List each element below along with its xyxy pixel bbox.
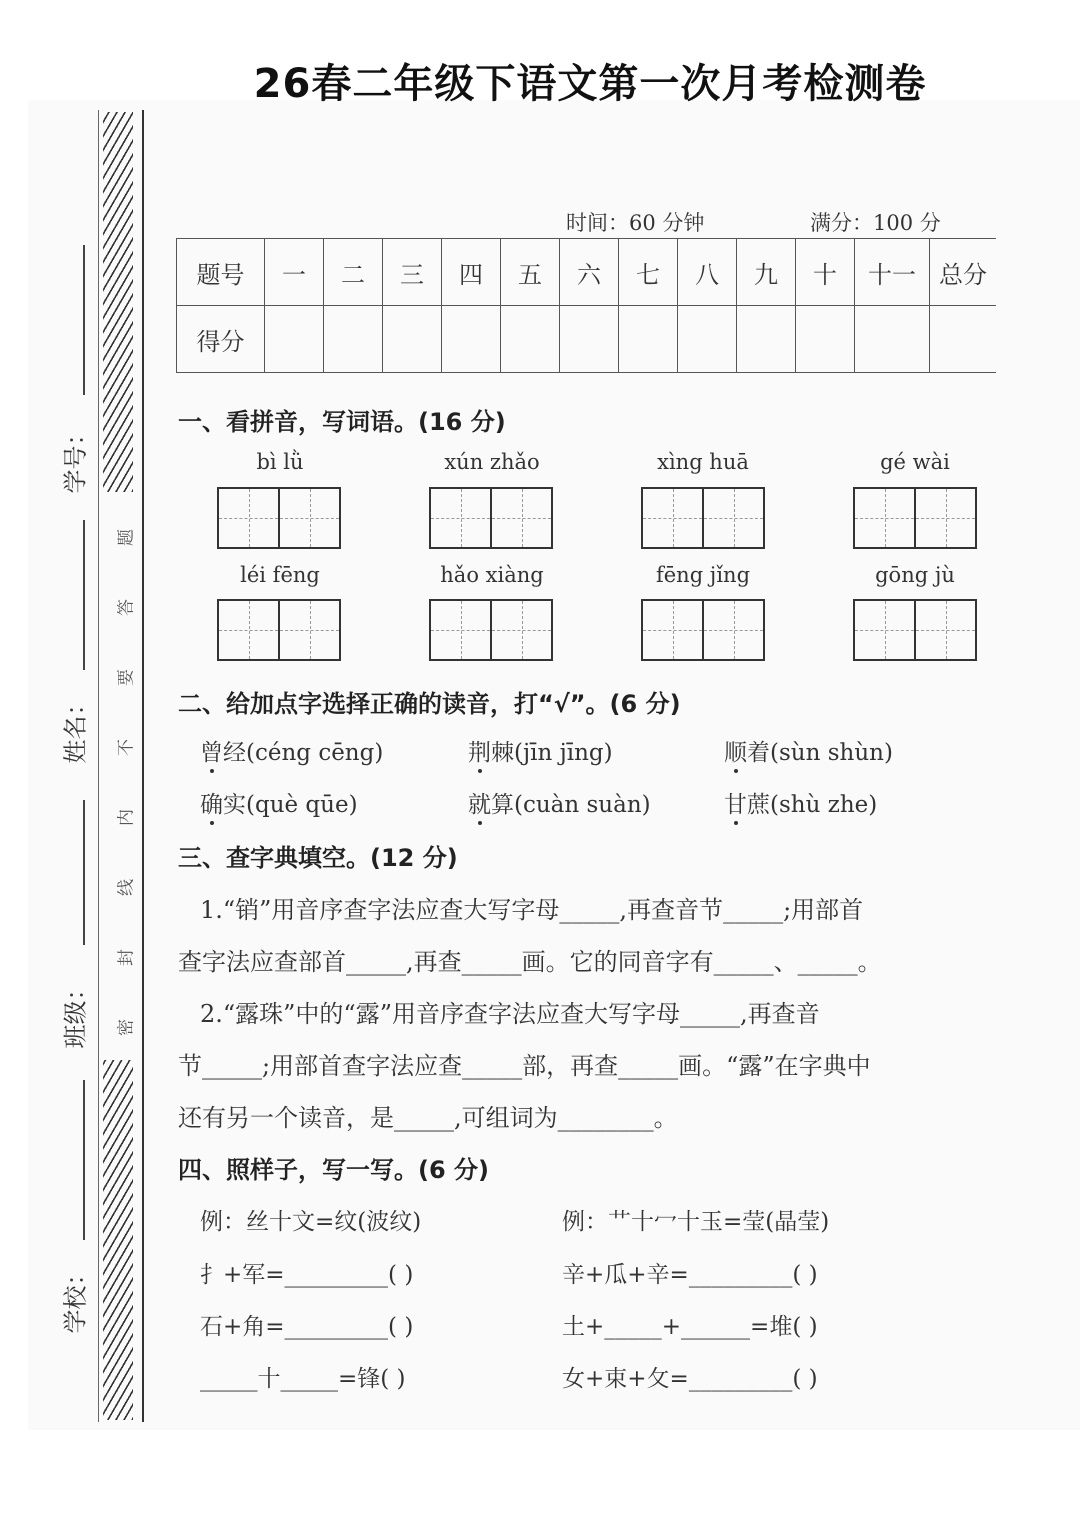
pinyin-label: gé wài: [880, 450, 950, 474]
table-cell: 三: [383, 239, 442, 306]
score-cell[interactable]: [383, 306, 442, 373]
table-cell: 十: [796, 239, 855, 306]
dotted-char: 曾: [200, 734, 223, 767]
seal-char: 要: [116, 669, 137, 686]
dotted-char: 顺: [724, 734, 747, 767]
pinyin-label: léi fēng: [240, 563, 320, 587]
score-table-score-row: [177, 306, 997, 373]
table-cell: 得分: [177, 306, 265, 373]
score-cell[interactable]: [324, 306, 383, 373]
class-label: 班级：: [61, 976, 90, 1049]
tianzige-box[interactable]: [853, 487, 977, 549]
seal-char: 题: [116, 529, 137, 546]
table-cell: 题号: [177, 239, 265, 306]
school-line[interactable]: [83, 1080, 85, 1240]
binding-hatch-bottom: [103, 1060, 133, 1420]
section3-title: 三、查字典填空。(12 分): [178, 844, 458, 872]
compose-question[interactable]: 扌+军=_________( ): [200, 1262, 414, 1288]
tianzige-box[interactable]: [641, 599, 765, 661]
seal-char: 答: [116, 599, 137, 616]
seal-char: 不: [116, 739, 137, 756]
table-cell: 六: [560, 239, 619, 306]
reading-choice-item[interactable]: [200, 786, 358, 819]
student-id-line[interactable]: [83, 245, 85, 395]
section4-title: 四、照样子，写一写。(6 分): [178, 1156, 489, 1184]
name-label: 姓名：: [61, 691, 90, 764]
seal-char: 密: [116, 1019, 137, 1036]
binding-thin-line: [98, 110, 99, 1422]
table-cell: 五: [501, 239, 560, 306]
score-cell[interactable]: [619, 306, 678, 373]
table-cell: 八: [678, 239, 737, 306]
seal-char: 线: [116, 879, 137, 896]
score-cell[interactable]: [855, 306, 930, 373]
dotted-char: 甘: [724, 786, 747, 819]
dictionary-question-line[interactable]: 查字法应查部首_____,再查_____画。它的同音字有_____、_____。: [178, 948, 882, 976]
seal-char: 内: [116, 809, 137, 826]
table-cell: 一: [265, 239, 324, 306]
dotted-char: 确: [200, 786, 223, 819]
pinyin-label: fēng jǐng: [655, 563, 751, 587]
choice-text: 经(céng cēng): [223, 740, 384, 766]
choice-text: 蔗(shù zhe): [747, 792, 878, 818]
binding-hatch-top: [103, 112, 133, 492]
school-label: 学校：: [61, 1261, 90, 1334]
section2-title: 二、给加点字选择正确的读音，打“√”。(6 分): [178, 690, 681, 718]
seal-char: 封: [116, 949, 137, 966]
compose-question[interactable]: _____十_____=锋( ): [200, 1366, 406, 1392]
pinyin-label: xún zhǎo: [444, 450, 540, 474]
reading-choice-item[interactable]: [468, 786, 651, 819]
table-cell: 九: [737, 239, 796, 306]
class-line[interactable]: [83, 800, 85, 945]
compose-question[interactable]: 女+束+攵=_________( ): [562, 1366, 818, 1392]
tianzige-box[interactable]: [853, 599, 977, 661]
dictionary-question-line[interactable]: 节_____;用部首查字法应查_____部，再查_____画。“露”在字典中: [178, 1052, 871, 1080]
score-table-header-row: [177, 239, 997, 306]
tianzige-box[interactable]: [217, 487, 341, 549]
pinyin-label: xìng huā: [657, 450, 749, 474]
example-left: 例：丝十文=纹(波纹): [200, 1209, 422, 1235]
table-cell: 总分: [930, 239, 997, 306]
table-cell: 十一: [855, 239, 930, 306]
score-cell[interactable]: [560, 306, 619, 373]
table-cell: 四: [442, 239, 501, 306]
score-table: [176, 238, 996, 373]
binding-thick-line: [142, 110, 144, 1422]
example-right: 例：艹十冖十玉=莹(晶莹): [562, 1209, 830, 1235]
reading-choice-item[interactable]: [468, 734, 613, 767]
score-cell[interactable]: [930, 306, 997, 373]
choice-text: 算(cuàn suàn): [491, 792, 651, 818]
pinyin-label: gōng jù: [875, 563, 955, 587]
score-cell[interactable]: [501, 306, 560, 373]
page-title: 26春二年级下语文第一次月考检测卷: [253, 61, 927, 107]
choice-text: 实(què qūe): [223, 792, 358, 818]
dotted-char: 荆: [468, 734, 491, 767]
full-score: 满分：100 分: [810, 211, 941, 235]
tianzige-box[interactable]: [429, 487, 553, 549]
score-cell[interactable]: [737, 306, 796, 373]
tianzige-box[interactable]: [429, 599, 553, 661]
compose-question[interactable]: 土+_____+______=堆( ): [562, 1314, 818, 1340]
dictionary-question-line[interactable]: 还有另一个读音，是_____,可组词为________。: [178, 1104, 678, 1132]
reading-choice-item[interactable]: [724, 786, 877, 819]
reading-choice-item[interactable]: [200, 734, 383, 767]
choice-text: 着(sùn shùn): [747, 740, 893, 766]
compose-question[interactable]: 辛+瓜+辛=_________( ): [562, 1262, 818, 1288]
score-cell[interactable]: [796, 306, 855, 373]
table-cell: 七: [619, 239, 678, 306]
pinyin-label: hǎo xiàng: [440, 563, 544, 587]
score-cell[interactable]: [442, 306, 501, 373]
table-cell: 二: [324, 239, 383, 306]
student-id-label: 学号：: [61, 421, 90, 494]
dictionary-question-line[interactable]: 1.“销”用音序查字法应查大写字母_____,再查音节_____;用部首: [200, 896, 864, 924]
dotted-char: 就: [468, 786, 491, 819]
tianzige-box[interactable]: [217, 599, 341, 661]
pinyin-label: bì lǜ: [256, 450, 304, 474]
compose-question[interactable]: 石+角=_________( ): [200, 1314, 414, 1340]
dictionary-question-line[interactable]: 2.“露珠”中的“露”用音序查字法应查大写字母_____,再查音: [200, 1000, 820, 1028]
choice-text: 棘(jīn jīng): [491, 740, 613, 766]
score-cell[interactable]: [265, 306, 324, 373]
section1-title: 一、看拼音，写词语。(16 分): [178, 408, 506, 436]
reading-choice-item[interactable]: [724, 734, 893, 767]
name-line[interactable]: [83, 520, 85, 670]
exam-time: 时间：60 分钟: [566, 211, 705, 235]
score-cell[interactable]: [678, 306, 737, 373]
tianzige-box[interactable]: [641, 487, 765, 549]
